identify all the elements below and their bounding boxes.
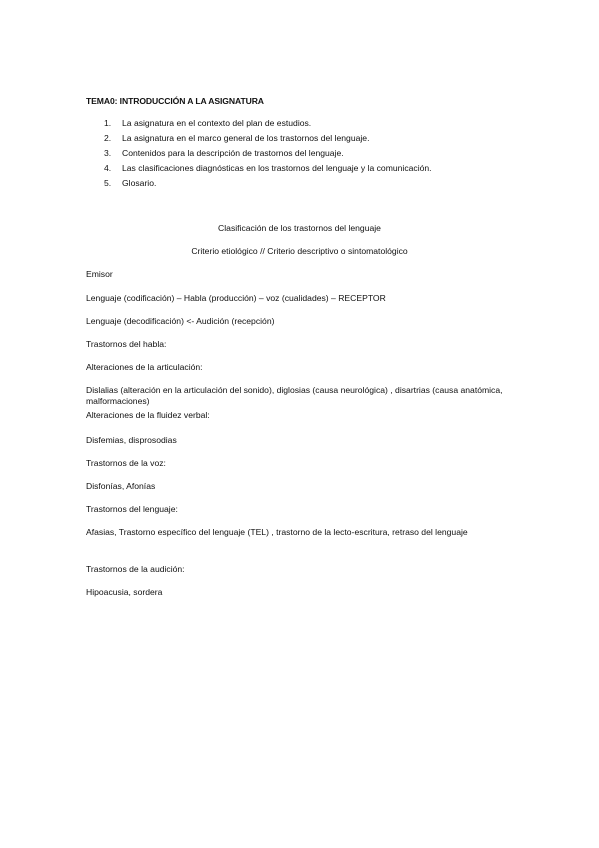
section-heading: Clasificación de los trastornos del lenguaje (218, 223, 381, 233)
heading-trastornos-habla: Trastornos del habla: (86, 339, 167, 349)
toc-item (104, 176, 432, 191)
toc-item-number: 2. (104, 133, 112, 143)
criteria-line: Criterio etiológico // Criterio descriptivo o sintomatológico (191, 246, 408, 256)
paragraph-hipoacusia: Hipoacusia, sordera (86, 587, 163, 597)
paragraph-lenguaje-decodificacion: Lenguaje (decodificación) <- Audición (recepción) (86, 316, 275, 326)
toc-item-text: Contenidos para la descripción de trastornos del lenguaje. (122, 148, 344, 158)
toc-item-text: Las clasificaciones diagnósticas en los trastornos del lenguaje y la comunicación. (122, 163, 432, 173)
toc-item-text: La asignatura en el marco general de los trastornos del lenguaje. (122, 133, 370, 143)
paragraph-disfonias: Disfonías, Afonías (86, 481, 156, 491)
toc-item-number: 5. (104, 178, 112, 188)
heading-alteraciones-articulacion: Alteraciones de la articulación: (86, 362, 203, 372)
table-of-contents (104, 116, 432, 191)
paragraph-emisor: Emisor (86, 269, 113, 279)
toc-item (104, 161, 432, 176)
paragraph-lenguaje-codificacion: Lenguaje (codificación) – Habla (producción) – voz (cualidades) – RECEPTOR (86, 293, 386, 303)
toc-item-number: 3. (104, 148, 112, 158)
document-title: TEMA0: INTRODUCCIÓN A LA ASIGNATURA (86, 96, 264, 106)
toc-item-text: Glosario. (122, 178, 157, 188)
paragraph-afasias: Afasias, Trastorno específico del lenguaje (TEL) , trastorno de la lecto-escritura, retraso del lenguaje (86, 527, 468, 537)
toc-item (104, 131, 432, 146)
heading-alteraciones-fluidez: Alteraciones de la fluidez verbal: (86, 410, 210, 420)
heading-trastornos-lenguaje: Trastornos del lenguaje: (86, 504, 178, 514)
toc-item-number: 4. (104, 163, 112, 173)
toc-item (104, 116, 432, 131)
toc-item (104, 146, 432, 161)
heading-trastornos-audicion: Trastornos de la audición: (86, 564, 185, 574)
toc-item-text: La asignatura en el contexto del plan de estudios. (122, 118, 312, 128)
heading-trastornos-voz: Trastornos de la voz: (86, 458, 166, 468)
paragraph-disfemias: Disfemias, disprosodias (86, 435, 177, 445)
toc-item-number: 1. (104, 118, 112, 128)
paragraph-dislalias: Dislalias (alteración en la articulación del sonido), diglosias (causa neurológica) , disartrias (causa anatómica, malformaciones) (86, 385, 503, 406)
